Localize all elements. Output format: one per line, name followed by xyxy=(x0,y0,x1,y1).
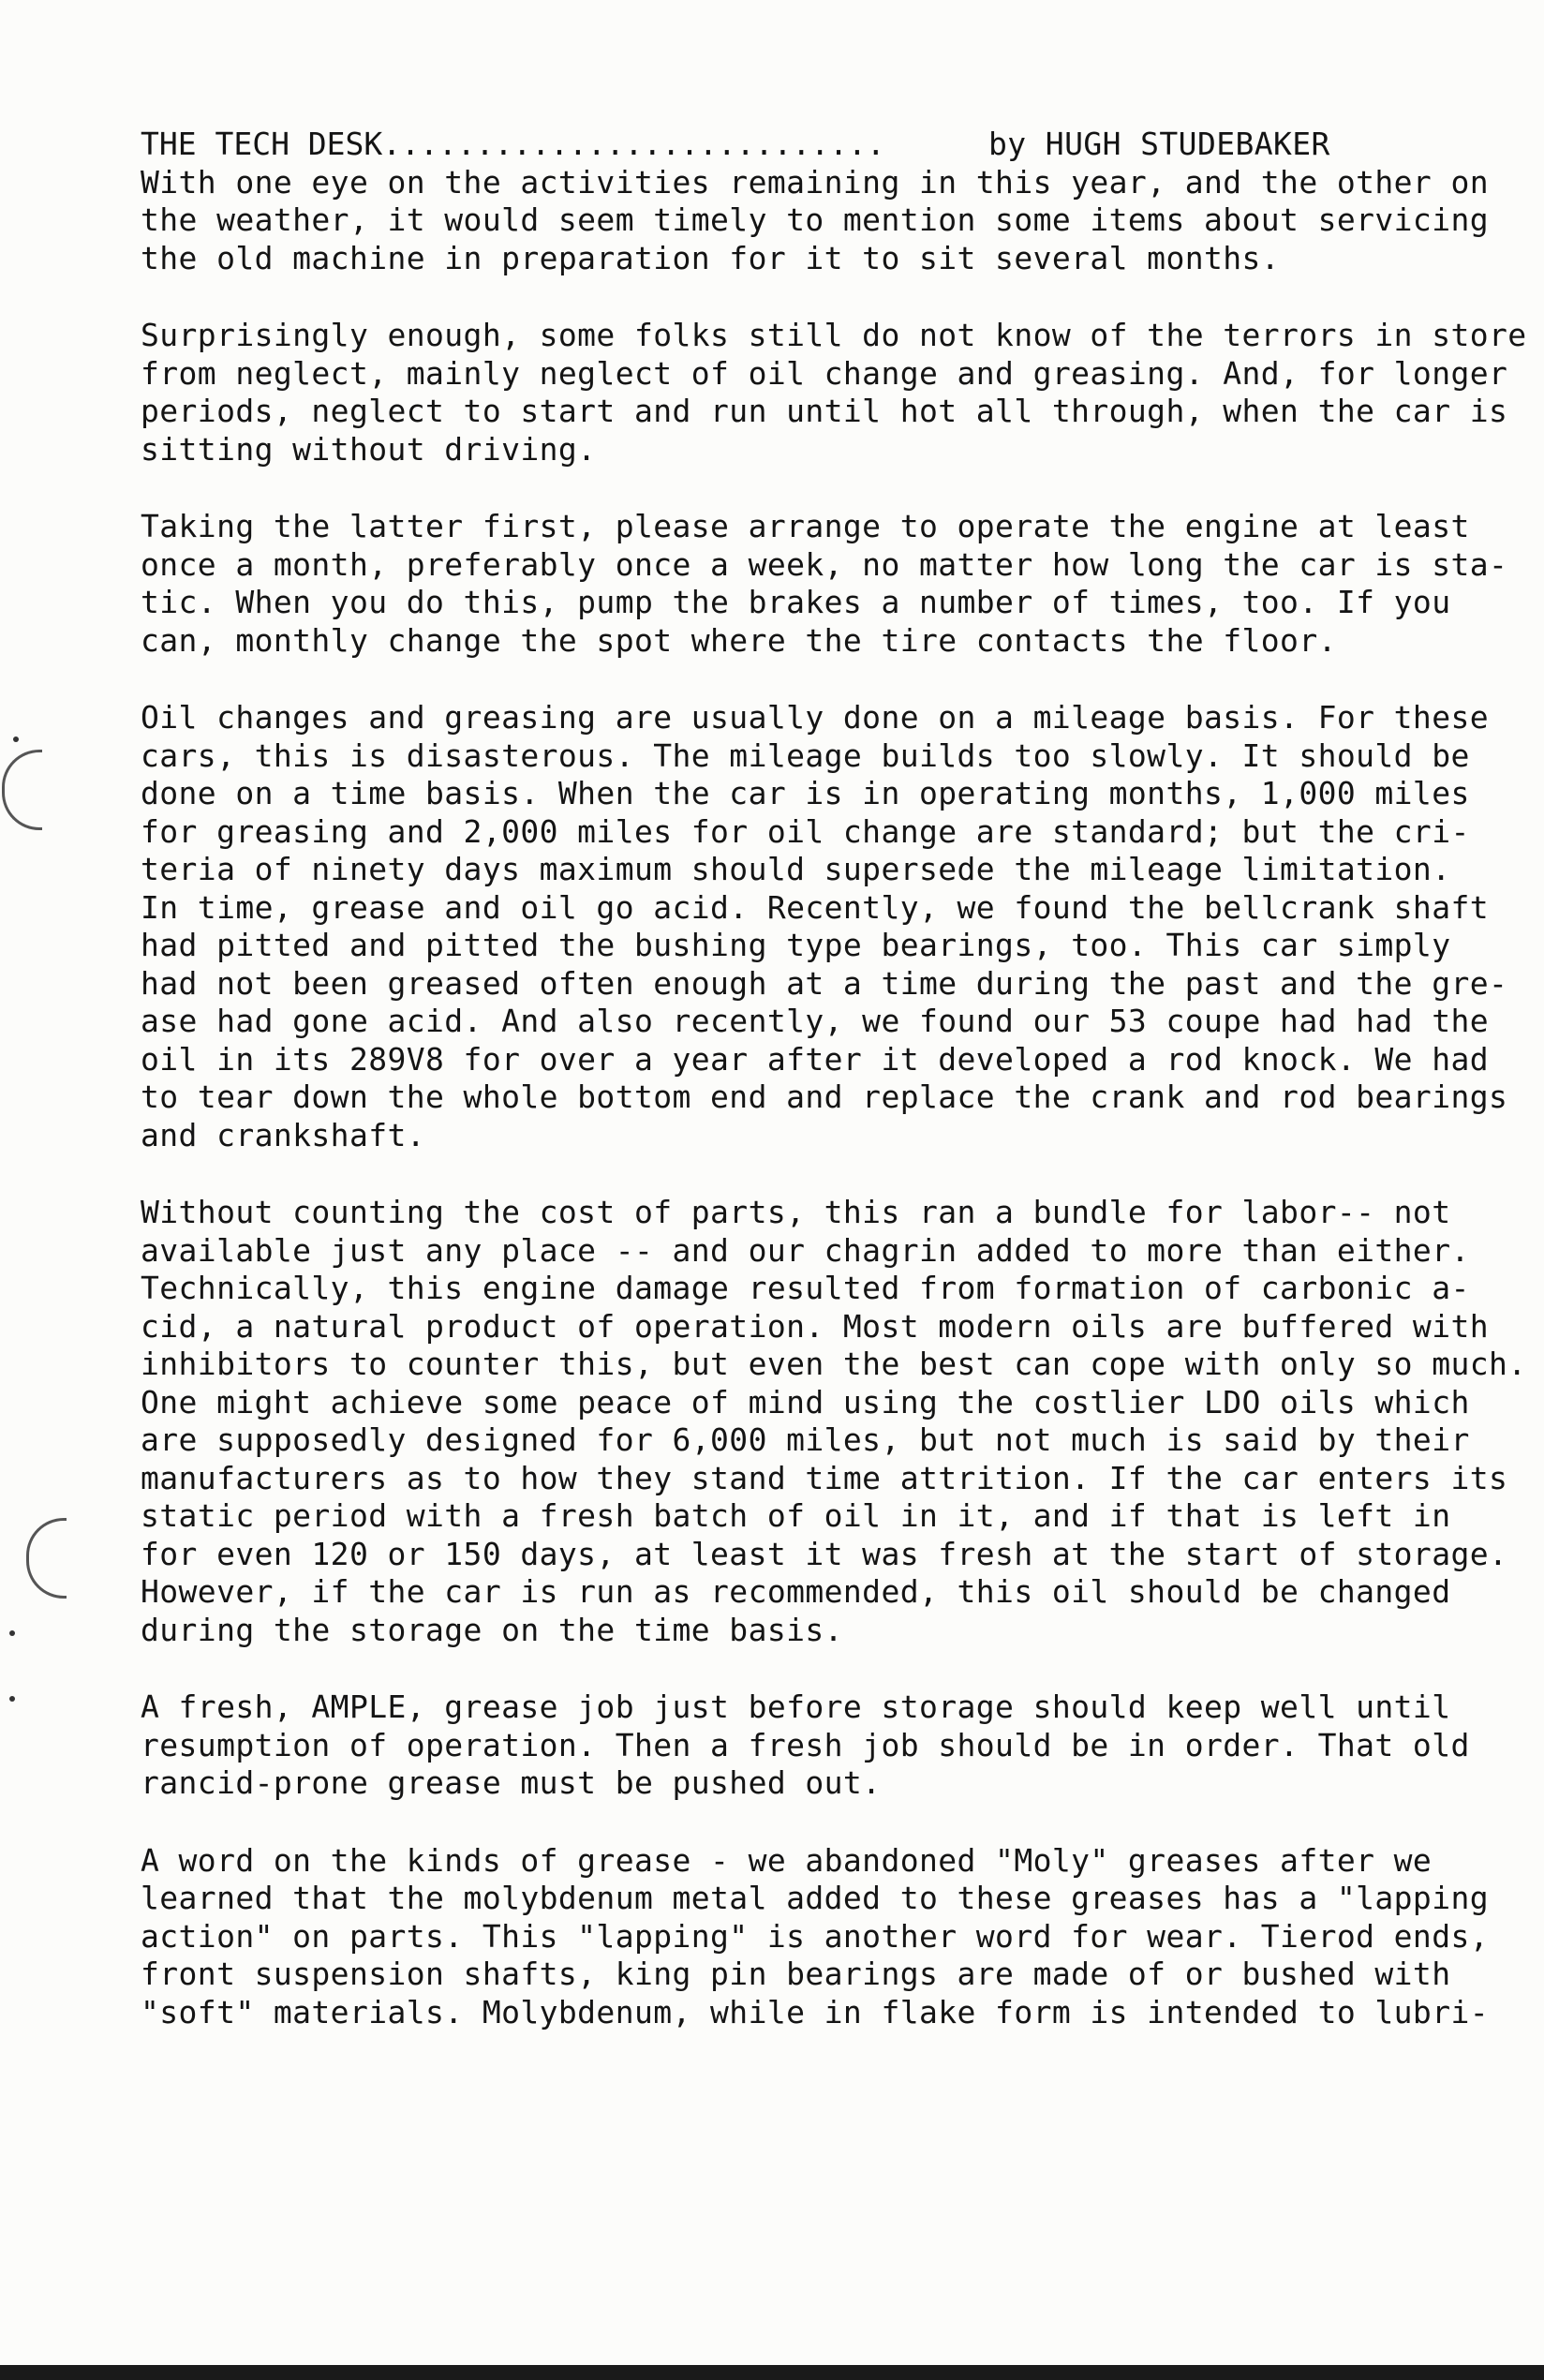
paragraph xyxy=(141,1194,1527,1649)
text-line: resumption of operation. Then a fresh job should be in order. That old xyxy=(141,1726,1470,1763)
paragraph-spacer xyxy=(141,469,1508,508)
text-line: learned that the molybdenum metal added to these greases has a "lapping xyxy=(141,1880,1490,1916)
text-line: One might achieve some peace of mind using the costlier LDO oils which xyxy=(141,1383,1470,1421)
paragraph xyxy=(141,699,1508,1154)
text-line: Technically, this engine damage resulted from formation of carbonic a- xyxy=(141,1270,1470,1306)
text-line: rancid-prone grease must be pushed out. xyxy=(141,1764,882,1801)
text-line: tic. When you do this, pump the brakes a number of times, too. If you xyxy=(141,584,1451,620)
paragraph-spacer xyxy=(141,277,1508,317)
paragraph-spacer xyxy=(141,1649,1508,1688)
text-line: manufacturers as to how they stand time attrition. If the car enters its xyxy=(141,1459,1508,1496)
text-line: With one eye on the activities remaining in this year, and the other on xyxy=(141,163,1490,201)
article-body xyxy=(141,126,1527,2031)
text-line: had not been greased often enough at a time during the past and the gre- xyxy=(141,964,1508,1002)
text-line: the weather, it would seem timely to mention some items about servicing xyxy=(141,201,1490,238)
text-line: can, monthly change the spot where the tire contacts the floor. xyxy=(141,621,1337,659)
text-line: teria of ninety days maximum should supersede the mileage limitation. xyxy=(141,851,1451,887)
text-line: from neglect, mainly neglect of oil change and greasing. And, for longer xyxy=(141,354,1508,392)
scan-speck xyxy=(9,1696,15,1702)
text-line: during the storage on the time basis. xyxy=(141,1611,843,1648)
text-line: ase had gone acid. And also recently, we found our 53 coupe had had the xyxy=(141,1003,1490,1039)
text-line: had pitted and pitted the bushing type bearings, too. This car simply xyxy=(141,927,1451,963)
text-line: static period with a fresh batch of oil in it, and if that is left in xyxy=(141,1497,1451,1534)
paragraph-list xyxy=(141,163,1527,2032)
text-line: A word on the kinds of grease - we abandoned "Moly" greases after we xyxy=(141,1841,1433,1879)
text-line: once a month, preferably once a week, no matter how long the car is sta- xyxy=(141,545,1508,583)
paragraph-spacer xyxy=(141,660,1508,699)
text-line: Taking the latter first, please arrange to operate the engine at least xyxy=(141,508,1470,544)
text-line: front suspension shafts, king pin bearings are made of or bushed with xyxy=(141,1956,1451,1992)
paragraph-spacer xyxy=(141,1154,1508,1194)
text-line: done on a time basis. When the car is in operating months, 1,000 miles xyxy=(141,775,1470,811)
paragraph xyxy=(141,164,1508,278)
leader-dots: ........................... xyxy=(382,126,885,162)
text-line: cars, this is disasterous. The mileage builds too slowly. It should be xyxy=(141,736,1470,774)
text-line: A fresh, AMPLE, grease job just before storage should keep well until xyxy=(141,1688,1451,1725)
text-line: Oil changes and greasing are usually done on a mileage basis. For these xyxy=(141,699,1490,736)
paragraph-spacer xyxy=(141,1803,1508,1842)
text-line: for greasing and 2,000 miles for oil change are standard; but the cri- xyxy=(141,812,1470,850)
text-line: available just any place -- and our chagrin added to more than either. xyxy=(141,1231,1470,1269)
binder-hole-mark xyxy=(2,750,42,830)
text-line: action" on parts. This "lapping" is another word for wear. Tierod ends, xyxy=(141,1917,1490,1955)
author-byline: by HUGH STUDEBAKER xyxy=(988,126,1330,162)
text-line: are supposedly designed for 6,000 miles, but not much is said by their xyxy=(141,1421,1470,1458)
text-line: "soft" materials. Molybdenum, while in flake form is intended to lubri- xyxy=(141,1993,1490,2030)
text-line: periods, neglect to start and run until hot all through, when the car is xyxy=(141,393,1508,429)
text-line: the old machine in preparation for it to sit several months. xyxy=(141,239,1281,276)
binder-hole-mark xyxy=(26,1518,67,1599)
text-line: sitting without driving. xyxy=(141,430,597,468)
scan-speck xyxy=(9,1630,15,1636)
text-line: for even 120 or 150 days, at least it was fresh at the start of storage. xyxy=(141,1535,1508,1572)
column-title: THE TECH DESK xyxy=(141,126,383,162)
paragraph xyxy=(141,1688,1508,1803)
text-line: Surprisingly enough, some folks still do not know of the terrors in store xyxy=(141,317,1527,353)
paragraph xyxy=(141,317,1527,469)
page-bottom-edge xyxy=(0,2365,1544,2380)
text-line: inhibitors to counter this, but even the best can cope with only so much. xyxy=(141,1346,1527,1382)
paragraph xyxy=(141,1842,1508,2032)
text-line: oil in its 289V8 for over a year after it developed a rod knock. We had xyxy=(141,1040,1490,1078)
scan-speck xyxy=(13,736,19,742)
text-line: cid, a natural product of operation. Most modern oils are buffered with xyxy=(141,1307,1490,1345)
text-line: In time, grease and oil go acid. Recently, we found the bellcrank shaft xyxy=(141,888,1490,926)
paragraph xyxy=(141,508,1508,660)
text-line: to tear down the whole bottom end and replace the crank and rod bearings xyxy=(141,1078,1508,1115)
text-line: However, if the car is run as recommended, this oil should be changed xyxy=(141,1573,1451,1610)
text-line: Without counting the cost of parts, this ran a bundle for labor-- not xyxy=(141,1194,1451,1230)
text-line: and crankshaft. xyxy=(141,1116,426,1153)
